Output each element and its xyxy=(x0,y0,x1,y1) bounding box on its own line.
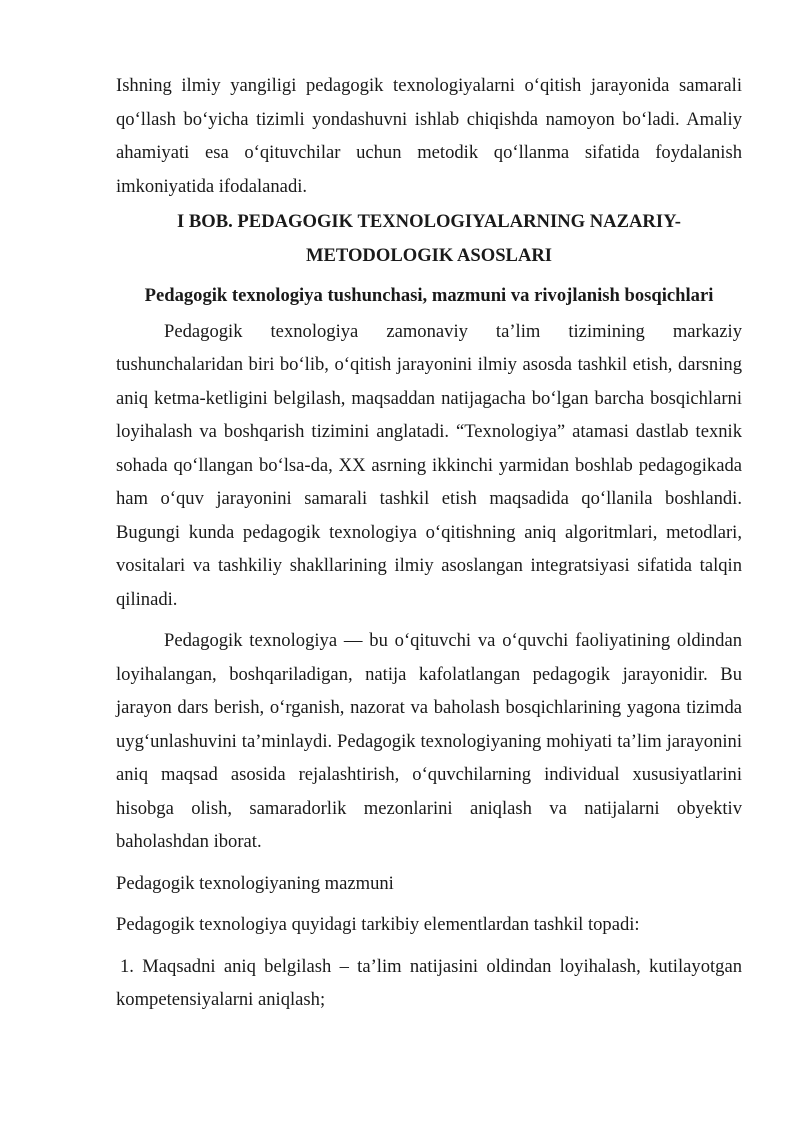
body-paragraph-2: Pedagogik texnologiya — bu o‘qituvchi va o‘quvchi faoliyatining oldindan loyihalangan, boshqariladigan, natija kafolatlangan pedagogik jarayonidir. Bu jarayon dars berish, o‘rganish, nazorat va baholash bosqichlarining yagona tizimda uyg‘unlashuvini ta’minlaydi. Pedagogik texnologiyaning mohiyati ta’lim jarayonini aniq maqsad asosida rejalashtirish, o‘quvchilarning individual xususiyatlarini hisobga olish, samaradorlik mezonlarini aniqlash va natijalarni obyektiv baholashdan iborat. xyxy=(116,630,742,852)
list-item-1: 1. Maqsadni aniq belgilash – ta’lim natijasini oldindan loyihalash, kutilayotgan kompetensiyalarni aniqlash; xyxy=(116,955,742,1010)
chapter-title xyxy=(116,205,742,273)
chapter-title-line-2: METODOLOGIK ASOSLARI xyxy=(305,245,553,266)
subheading: Pedagogik texnologiyaning mazmuni xyxy=(116,872,394,894)
chapter-title-line-1: I BOB. PEDAGOGIK TEXNOLOGIYALARNING NAZARIY- xyxy=(176,211,682,232)
intro-paragraph: Ishning ilmiy yangiligi pedagogik texnologiyalarni o‘qitish jarayonida samarali qo‘llash bo‘yicha tizimli yondashuvni ishlab chiqishda namoyon bo‘ladi. Amaliy ahamiyati esa o‘qituvchilar uchun metodik qo‘llanma sifatida foydalanish imkoniyatida ifodalanadi. xyxy=(116,75,742,197)
body-paragraph-1: Pedagogik texnologiya zamonaviy ta’lim tizimining markaziy tushunchalaridan biri bo‘lib, o‘qitish jarayonini ilmiy asosda tashkil etish, darsning aniq ketma-ketligini belgilash, maqsaddan natijagacha bo‘lgan barcha bosqichlarni loyihalash va boshqarish tizimini anglatadi. “Texnologiya” atamasi dastlab texnik sohada qo‘llangan bo‘lsa-da, XX asrning ikkinchi yarmidan boshlab pedagogikada ham o‘quv jarayonini samarali tashkil etish maqsadida qo‘llanila boshlandi. Bugungi kunda pedagogik texnologiya o‘qitishning aniq algoritmlari, metodlari, vositalari va tashkiliy shakllarining ilmiy asoslangan integratsiyasi sifatida talqin qilinadi. xyxy=(116,320,742,610)
lead-in-paragraph: Pedagogik texnologiya quyidagi tarkibiy elementlardan tashkil topadi: xyxy=(116,914,640,935)
section-title: Pedagogik texnologiya tushunchasi, mazmuni va rivojlanish bosqichlari xyxy=(144,285,714,306)
